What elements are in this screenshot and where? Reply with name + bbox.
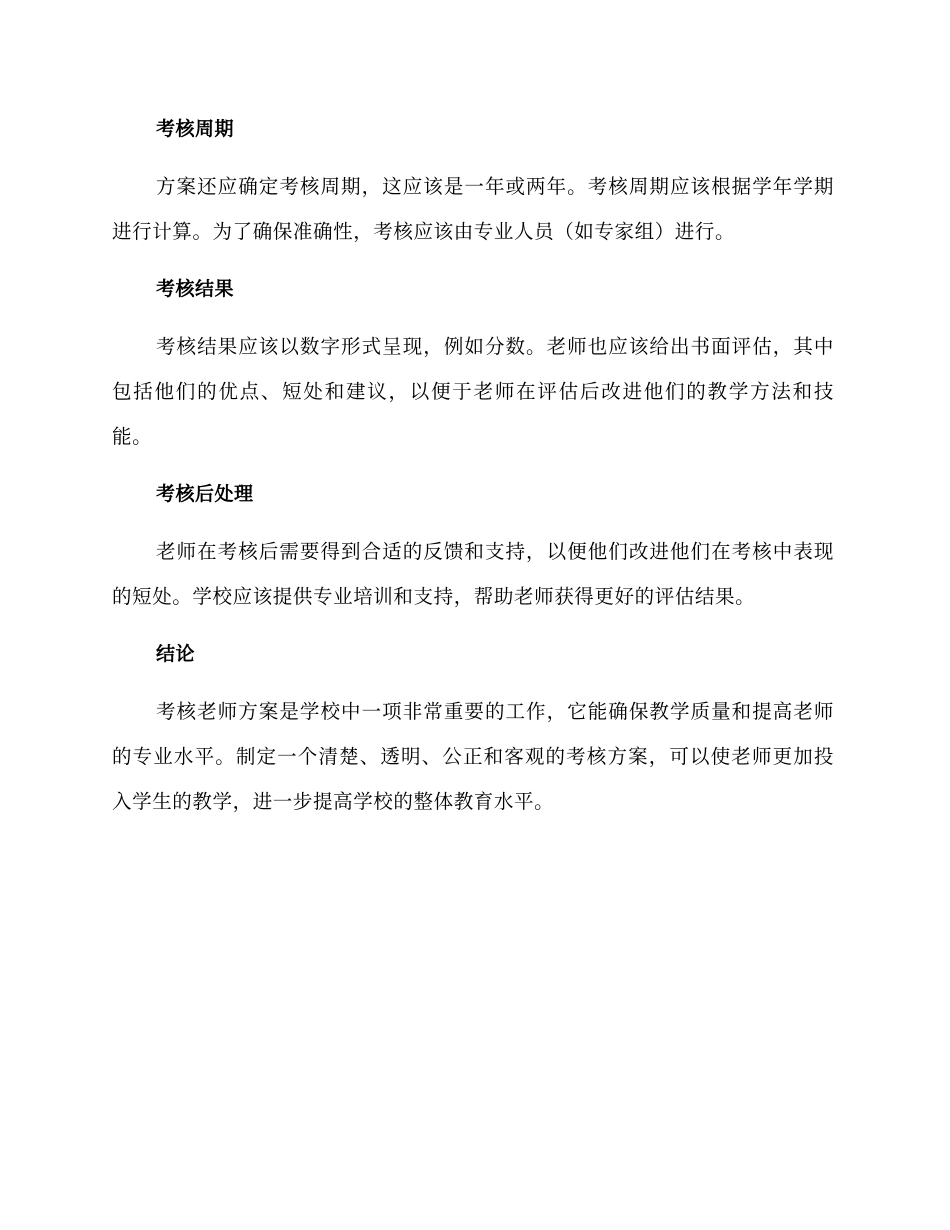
section-heading: 结论 xyxy=(156,643,196,665)
section-paragraph: 老师在考核后需要得到合适的反馈和支持，以便他们改进他们在考核中表现的短处。学校应该提供专业培训和支持，帮助老师获得更好的评估结果。 xyxy=(112,540,834,608)
section-paragraph: 考核结果应该以数字形式呈现，例如分数。老师也应该给出书面评估，其中包括他们的优点、短处和建议，以便于老师在评估后改进他们的教学方法和技能。 xyxy=(112,335,834,448)
section-post-assessment xyxy=(112,473,834,619)
section-heading: 考核后处理 xyxy=(156,483,254,505)
section-paragraph: 考核老师方案是学校中一项非常重要的工作，它能确保教学质量和提高老师的专业水平。制定一个清楚、透明、公正和客观的考核方案，可以使老师更加投入学生的教学，进一步提高学校的整体教育水平。 xyxy=(112,700,834,813)
section-heading: 考核结果 xyxy=(156,278,235,300)
section-heading: 考核周期 xyxy=(156,118,235,140)
section-assessment-cycle xyxy=(112,108,834,254)
section-conclusion xyxy=(112,633,834,824)
document-page xyxy=(112,108,834,838)
section-assessment-results xyxy=(112,268,834,459)
section-paragraph: 方案还应确定考核周期，这应该是一年或两年。考核周期应该根据学年学期进行计算。为了确保准确性，考核应该由专业人员（如专家组）进行。 xyxy=(112,175,834,243)
